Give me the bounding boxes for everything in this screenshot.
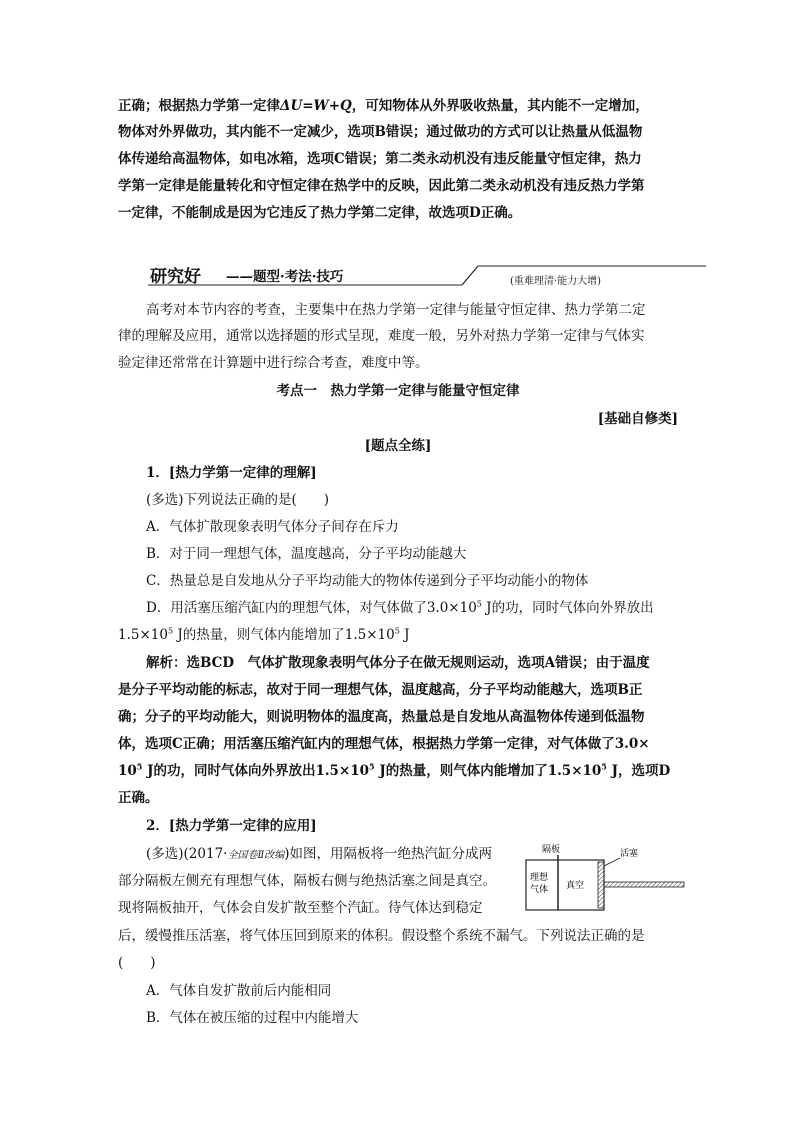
cylinder-figure <box>520 840 690 930</box>
q1-option-d-line-2: $1.5\times 10^5$ J的热量，则气体内能增加了$1.5\times 10^5$ J <box>118 626 410 643</box>
q2-option-b: B．气体在被压缩的过程中内能增大 <box>146 1010 359 1026</box>
overview-line-3: 验定律还常常在计算题中进行综合考查，难度中等。 <box>118 355 429 371</box>
partition-label: 隔板 <box>542 845 561 855</box>
q1-option-b: B．对于同一理想气体，温度越高，分子平均动能越大 <box>146 546 467 562</box>
formula-first-law: ΔU=W+Q <box>280 98 352 114</box>
q2-line-2: 部分隔板左侧充有理想气体，隔板右侧与绝热活塞之间是真空。 <box>118 873 496 889</box>
intro-line-4: 学第一定律是能量转化和守恒定律在热学中的反映，因此第二类永动机没有违反热力学第 <box>118 178 645 194</box>
q2-line-4: 后，缓慢推压活塞，将气体压回到原来的体积。假设整个系统不漏气。下列说法正确的是 <box>118 928 645 944</box>
vacuum-label: 真空 <box>566 881 585 891</box>
q2-line-1: (多选)(2017·全国卷Ⅱ改编)如图，用隔板将一绝热汽缸分成两 <box>146 846 493 862</box>
banner-subtitle: ——题型·考法·技巧 <box>226 269 344 285</box>
q1-solution-line-6: 正确。 <box>118 790 159 806</box>
q1-stem: (多选)下列说法正确的是( ) <box>146 492 330 508</box>
piston <box>598 862 604 908</box>
q2-line-5: ( ) <box>118 955 156 971</box>
banner-note: (重难理清·能力大增) <box>510 276 601 287</box>
q1-option-c: C．热量总是自发地从分子平均动能大的物体传递到分子平均动能小的物体 <box>146 573 589 589</box>
q1-solution-line-4: 体，选项C正确；用活塞压缩汽缸内的理想气体，根据热力学第一定律，对气体做了3.0× <box>118 736 650 752</box>
piston-leader-line <box>604 858 620 866</box>
q1-solution-line-1: 解析：选BCD 气体扩散现象表明气体分子在做无规则运动，选项A错误；由于温度 <box>146 655 650 671</box>
q1-solution-line-5: $10^5$ J的功，同时气体向外界放出$1.5\times 10^5$ J的热量，则气体内能增加了$1.5\times 10^5$ J，选项D <box>118 761 671 779</box>
q1-solution-line-3: 确；分子的平均动能大，则说明物体的温度高，热量总是自发地从高温物体传递到低温物 <box>118 709 645 725</box>
overview-line-2: 律的理解及应用，通常以选择题的形式呈现，难度一般，另外对热力学第一定律与气体实 <box>118 328 645 344</box>
q1-title: 1．[热力学第一定律的理解] <box>146 465 317 481</box>
banner-title: 研究好 <box>150 267 201 287</box>
q1-solution-line-2: 是分子平均动能的标志，故对于同一理想气体，温度越高，分子平均动能越大，选项B正 <box>118 682 643 698</box>
piston-rod <box>604 882 684 887</box>
piston-label: 活塞 <box>620 849 639 859</box>
q2-option-a: A．气体自发扩散前后内能相同 <box>146 983 332 999</box>
drill-heading: [题点全练] <box>364 438 432 454</box>
intro-line-5: 一定律，不能制成是因为它违反了热力学第二定律，故选项D正确。 <box>118 205 522 221</box>
topic-category: [基础自修类] <box>597 411 678 427</box>
q1-option-a: A．气体扩散现象表明气体分子间存在斥力 <box>146 519 399 535</box>
q1-option-d-line-1: D．用活塞压缩汽缸内的理想气体，对气体做了$3.0\times 10^5$ J的功，同时气体向外界放出 <box>146 599 654 616</box>
q2-source: 全国卷Ⅱ改编 <box>227 850 285 861</box>
q2-title: 2．[热力学第一定律的应用] <box>146 818 317 834</box>
overview-line-1: 高考对本节内容的考查，主要集中在热力学第一定律与能量守恒定律、热力学第二定 <box>146 302 646 318</box>
intro-line-2: 物体对外界做功，其内能不一定减少，选项B错误；通过做功的方式可以让热量从低温物 <box>118 124 643 140</box>
gas-label-top: 理想 <box>530 873 549 883</box>
section-banner-rule <box>0 0 794 300</box>
gas-label-bottom: 气体 <box>530 885 549 895</box>
intro-line-3: 体传递给高温物体，如电冰箱，选项C错误；第二类永动机没有违反能量守恒定律，热力 <box>118 151 642 167</box>
intro-line-1: 正确；根据热力学第一定律ΔU=W+Q，可知物体从外界吸收热量，其内能不一定增加， <box>118 98 649 114</box>
topic-heading: 考点一 热力学第一定律与能量守恒定律 <box>276 383 520 399</box>
q2-line-3: 现将隔板抽开，气体会自发扩散至整个汽缸。待气体达到稳定 <box>118 900 483 916</box>
